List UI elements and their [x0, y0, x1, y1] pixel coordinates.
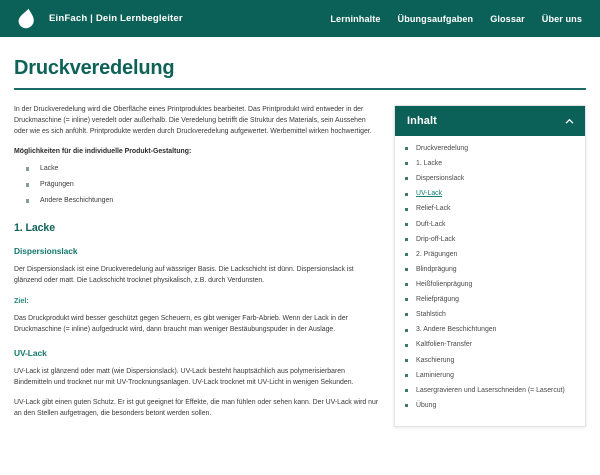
- intro-paragraph: In der Druckveredelung wird die Oberfläche eines Printproduktes bearbeitet. Das Printprodukt wird entweder in der Druckmaschine (= inline) veredelt oder außerhalb. Die Veredelung betrifft die Struktur des Materials, sein Aussehen oder wie es sich anfühlt. Printprodukte werden durch Druckveredelung aufgewertet. Werbemittel wirken hochwertiger.: [14, 106, 372, 136]
- toc-item-dispersionslack[interactable]: Dispersionslack: [405, 174, 575, 184]
- toc-item-kaltfolien-transfer[interactable]: Kaltfolien-Transfer: [405, 340, 575, 350]
- subsection-heading-dispersionslack: Dispersionslack: [14, 245, 78, 256]
- toc-body: [395, 136, 585, 426]
- toc-item-druckveredelung[interactable]: Druckveredelung: [405, 144, 575, 154]
- section-heading-lacke: 1. Lacke: [14, 221, 56, 234]
- list-item: Prägungen: [14, 180, 380, 190]
- toc-item-lasergravieren[interactable]: Lasergravieren und Laserschneiden (= Lasercut): [405, 386, 575, 396]
- toc-header-toggle[interactable]: [395, 106, 585, 136]
- top-navigation-bar: [0, 0, 600, 37]
- primary-nav: [330, 14, 584, 24]
- page-title: Druckveredelung: [14, 57, 175, 79]
- uv-lack-paragraph-1: UV-Lack ist glänzend oder matt (wie Dispersionslack). UV-Lack besteht hauptsächlich aus polymerisierbaren Bindemitteln und trocknet nur mit UV-Trocknungsanlagen. UV-Lack trocknet mit UV-Licht in wenigen Sekunden.: [14, 367, 354, 386]
- nav-item-uebungsaufgaben[interactable]: Übungsaufgaben: [397, 13, 474, 24]
- toc-title: Inhalt: [407, 115, 437, 127]
- page-container: [0, 57, 600, 428]
- toc-item-drip-off-lack[interactable]: Drip-off-Lack: [405, 235, 575, 245]
- options-label: Möglichkeiten für die individuelle Produkt-Gestaltung:: [14, 147, 192, 155]
- content-columns: [14, 104, 586, 428]
- table-of-contents-panel: [394, 105, 586, 427]
- toc-item-2-praegungen[interactable]: 2. Prägungen: [405, 250, 575, 260]
- toc-item-blindpraegung[interactable]: Blindprägung: [405, 265, 575, 275]
- chevron-up-icon[interactable]: [565, 117, 574, 126]
- toc-item-duft-lack[interactable]: Duft-Lack: [405, 220, 575, 230]
- goal-paragraph: Das Druckprodukt wird besser geschützt gegen Scheuern, es gibt weniger Farb-Abrieb. Wenn der Lack in der Druckmaschine (= inline) aufgedruckt wird, dann braucht man weniger Bestäubungspuder in der Auslage.: [14, 315, 348, 334]
- toc-item-uv-lack[interactable]: UV-Lack: [405, 189, 575, 199]
- list-item: Lacke: [14, 164, 380, 174]
- brand-name: EinFach | Dein Lernbegleiter: [49, 13, 183, 24]
- goal-label: Ziel:: [14, 296, 29, 306]
- toc-item-uebung[interactable]: Übung: [405, 401, 575, 411]
- toc-item-heissfolienpraegung[interactable]: Heißfolienprägung: [405, 280, 575, 290]
- brand-group[interactable]: [18, 8, 183, 29]
- toc-item-3-andere-beschichtungen[interactable]: 3. Andere Beschichtungen: [405, 325, 575, 335]
- sidebar-column: [394, 104, 586, 427]
- toc-item-reliefpraegung[interactable]: Reliefprägung: [405, 295, 575, 305]
- toc-item-relief-lack[interactable]: Relief-Lack: [405, 204, 575, 214]
- toc-item-1-lacke[interactable]: 1. Lacke: [405, 159, 575, 169]
- title-divider: [14, 88, 586, 90]
- toc-item-laminierung[interactable]: Laminierung: [405, 371, 575, 381]
- article-column: [14, 104, 380, 428]
- leaf-droplet-logo-icon: [18, 8, 35, 29]
- uv-lack-paragraph-2: UV-Lack gibt einen guten Schutz. Er ist gut geeignet für Effekte, die man fühlen oder sehen kann. Der UV-Lack wird nur an den Stellen aufgetragen, die besonders betont werden sollen.: [14, 399, 379, 418]
- nav-item-ueber-uns[interactable]: Über uns: [541, 13, 582, 24]
- toc-item-kaschierung[interactable]: Kaschierung: [405, 356, 575, 366]
- nav-item-glossar[interactable]: Glossar: [490, 13, 525, 24]
- toc-item-stahlstich[interactable]: Stahlstich: [405, 310, 575, 320]
- toc-list: [405, 144, 575, 410]
- subsection-heading-uv-lack: UV-Lack: [14, 347, 47, 358]
- list-item: Andere Beschichtungen: [14, 196, 380, 206]
- dispersionslack-paragraph: Der Dispersionslack ist eine Druckveredelung auf wässriger Basis. Die Lackschicht ist dünn. Dispersionslack ist glänzend oder matt. Die Lackschicht trocknet physikalisch, z.B. durch Verdunsten.: [14, 265, 354, 285]
- nav-item-lerninhalte[interactable]: Lerninhalte: [330, 13, 381, 24]
- options-list: [14, 164, 380, 206]
